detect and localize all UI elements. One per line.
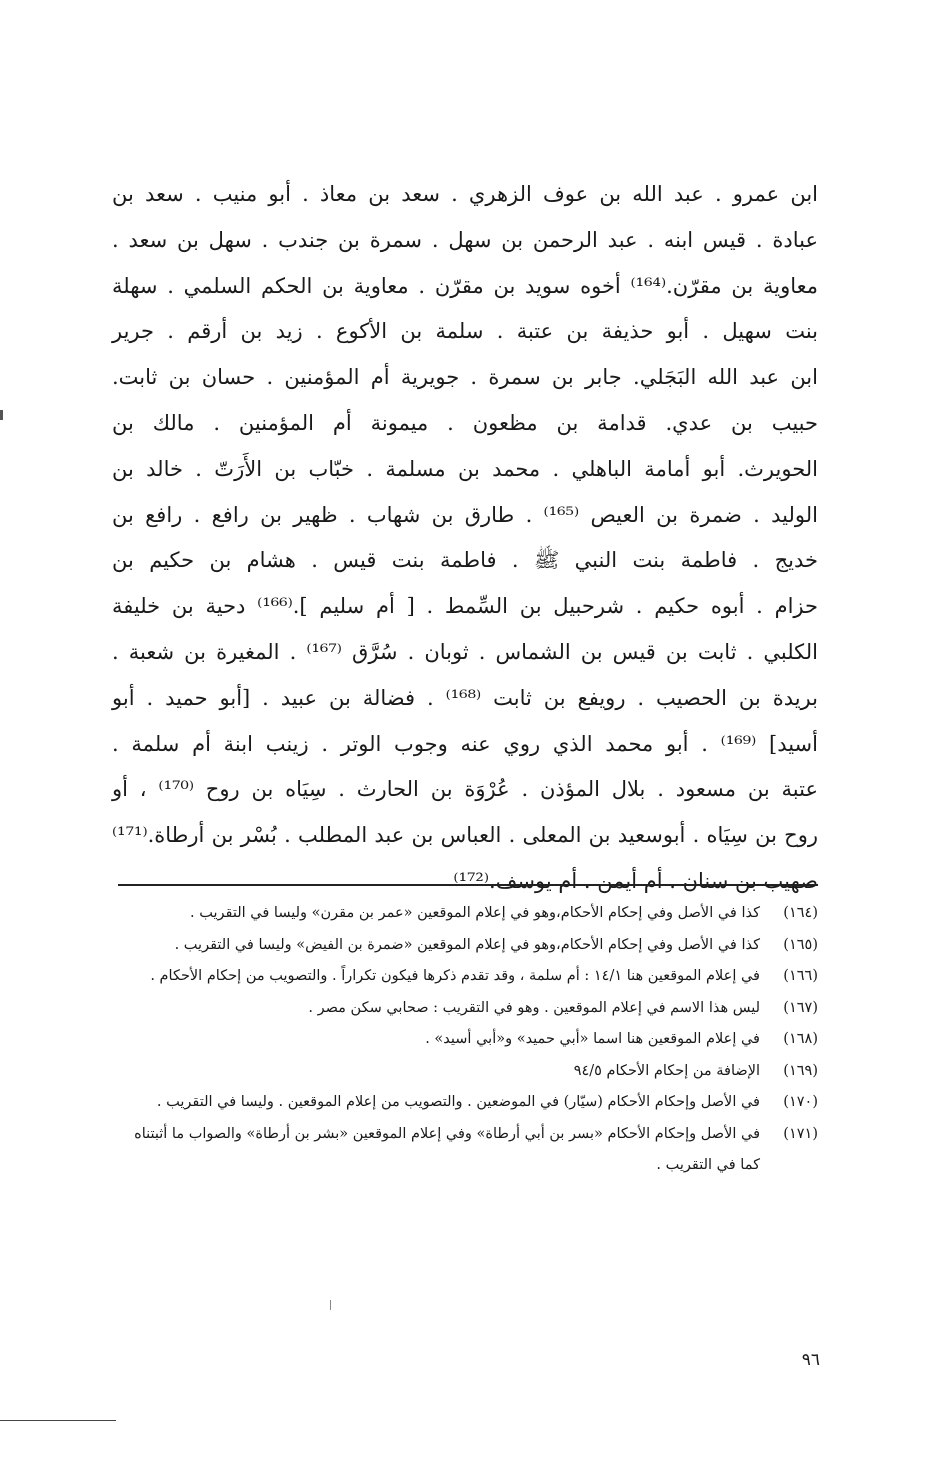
page-number: ٩٦ [801,1350,820,1370]
text-line: ابن عمرو . عبد الله بن عوف الزهري . سعد بن معاذ . أبو منيب . سعد بن [112,182,818,206]
footnote-text: كذا في الأصل وفي إحكام الأحكام،وهو في إعلام الموقعين «عمر بن مقرن» وليسا في التقريب . [190,905,760,921]
footnote [118,961,818,993]
text-line: أسيد] ⁽¹⁶⁹⁾ . أبو محمد الذي روي عنه وجوب الوتر . زينب ابنة أم سلمة . [112,731,818,756]
footnote-text: ليس هذا الاسم في إعلام الموقعين . وهو في التقريب : صحابي سكن مصر . [308,999,760,1016]
text-line: عبادة . قيس ابنه . عبد الرحمن بن سهل . سمرة بن جندب . سهل بن سعد . [112,227,818,252]
text-line: صهيب بن سنان . أم أيمن . أم يوسف.⁽¹⁷²⁾ [453,868,818,893]
footnote-text: في إعلام الموقعين هنا اسما «أبي حميد» و«أبي أسيد» . [425,1031,760,1047]
footnote-text: في الأصل وإحكام الأحكام (سيّار) في الموضعين . والتصويب من إعلام الموقعين . وليسا في التقريب . [156,1094,760,1110]
text-line: الحويرث. أبو أمامة الباهلي . محمد بن مسلمة . خبّاب بن الأَرَتّ . خالد بن [112,456,818,481]
footnote [118,1056,818,1088]
footnote-separator [118,884,818,886]
text-line: حبيب بن عدي. قدامة بن مظعون . ميمونة أم المؤمنين . مالك بن [112,410,818,435]
footnote [118,930,818,962]
footnote [118,1024,818,1056]
scan-bottom-rule [0,1420,116,1421]
text-line: حزام . أبوه حكيم . شرحبيل بن السِّمط . [ أم سليم ].⁽¹⁶⁶⁾ دحية بن خليفة [112,594,818,619]
footnote-number: (١٧١) [783,1125,818,1142]
footnote [118,1087,818,1119]
text-line: ابن عبد الله البَجَلي. جابر بن سمرة . جويرية أم المؤمنين . حسان بن ثابت. [112,365,818,390]
footnote [118,898,818,930]
text-line: معاوية بن مقرّن.⁽¹⁶⁴⁾ أخوه سويد بن مقرّن . معاوية بن الحكم السلمي . سهلة [112,273,818,298]
footnote-text: الإضافة من إحكام الأحكام ٩٤/٥ [573,1062,760,1079]
footnote-text: في الأصل وإحكام الأحكام «بسر بن أبي أرطاة» وفي إعلام الموقعين «بشر بن أرطاة» والصواب ما أثبتناه كما في التقريب . [134,1125,760,1173]
text-line: بنت سهيل . أبو حذيفة بن عتبة . سلمة بن الأكوع . زيد بن أرقم . جرير [112,319,818,344]
scan-margin-mark [0,410,3,420]
text-line: الوليد . ضمرة بن العيص ⁽¹⁶⁵⁾ . طارق بن شهاب . ظهير بن رافع . رافع بن [112,502,818,527]
scan-mark [330,1300,331,1310]
footnote-text: في إعلام الموقعين هنا ١٤/١ : أم سلمة ، وقد تقدم ذكرها فيكون تكراراً . والتصويب من إحكام الأحكام . [150,968,760,984]
footnote-number: (١٦٩) [783,1062,818,1079]
footnote-number: (١٦٨) [783,1031,818,1047]
main-text-block [112,172,818,905]
footnote [118,1119,818,1182]
footnote-number: (١٦٦) [783,968,818,984]
footnote-number: (١٧٠) [783,1094,818,1110]
text-line: روح بن سِيَاه . أبوسعيد بن المعلى . العباس بن عبد المطلب . بُسْر بن أرطاة.⁽¹⁷¹⁾ [112,823,818,848]
text-line: خديج . فاطمة بنت النبي ﷺ . فاطمة بنت قيس . هشام بن حكيم بن [112,548,818,573]
text-line: عتبة بن مسعود . بلال المؤذن . عُرْوَة بن الحارث . سِيَاه بن روح ⁽¹⁷⁰⁾ ، أو [112,777,818,802]
text-line: الكلبي . ثابت بن قيس بن الشماس . ثوبان . سُرَّق ⁽¹⁶⁷⁾ . المغيرة بن شعبة . [112,639,818,664]
text-line: بريدة بن الحصيب . رويفع بن ثابت ⁽¹⁶⁸⁾ . فضالة بن عبيد . [أبو حميد . أبو [112,685,818,710]
footnote [118,993,818,1025]
footnote-number: (١٦٤) [783,905,818,921]
footnote-number: (١٦٧) [783,999,818,1016]
footnotes-block [118,898,818,1182]
footnote-number: (١٦٥) [783,936,818,953]
footnote-text: كذا في الأصل وفي إحكام الأحكام،وهو في إعلام الموقعين «ضمرة بن الفيض» وليسا في التقريب . [174,936,760,953]
